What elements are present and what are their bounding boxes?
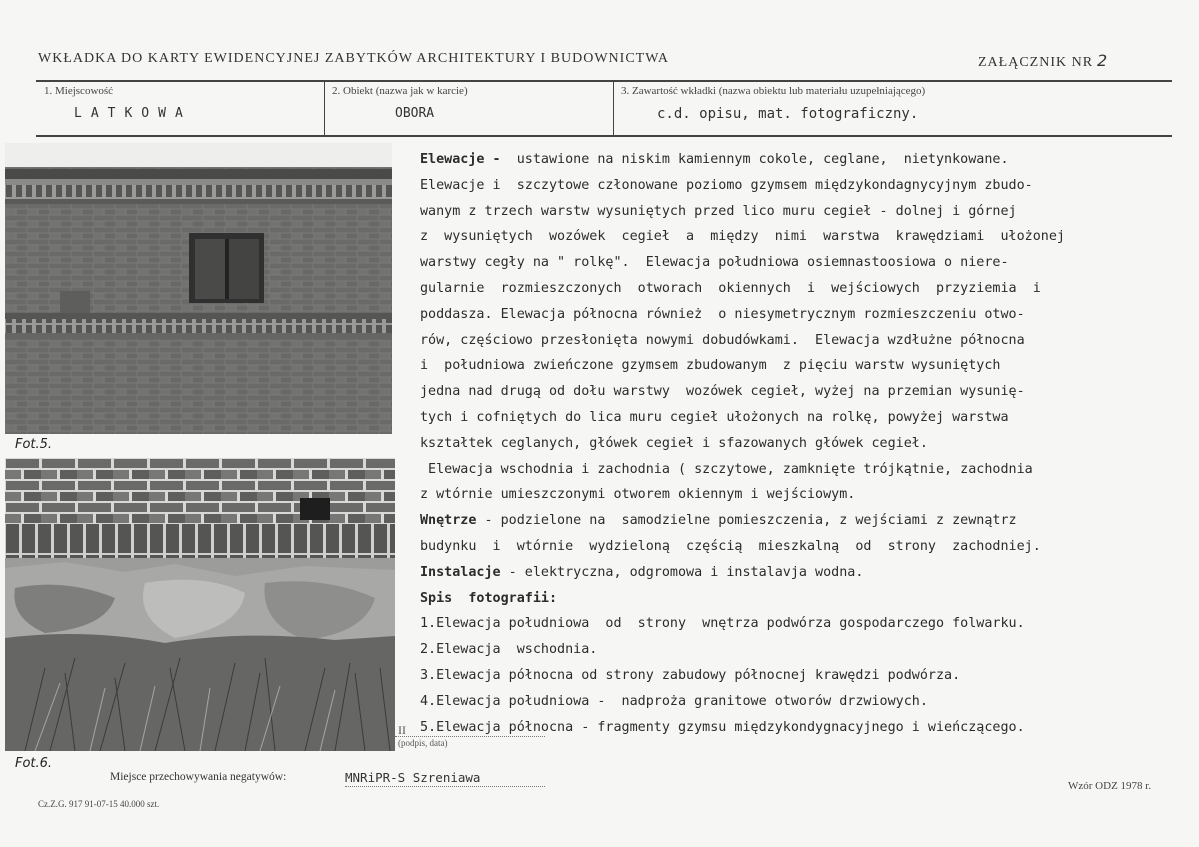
description-line — [420, 147, 1190, 173]
negatives-label: Miejsce przechowywania negatywów: — [110, 771, 287, 783]
form-model: Wzór ODZ 1978 r. — [1068, 780, 1152, 792]
print-info: Cz.Z.G. 917 91-07-15 40.000 szt. — [38, 799, 160, 809]
description-text-run: 4.Elewacja południowa - nadproża granitowe otworów drzwiowych. — [420, 693, 928, 709]
description-line — [420, 534, 1190, 560]
description-line — [420, 482, 1190, 508]
photo-6-stone-foundation — [5, 458, 395, 751]
description-text-run: 5.Elewacja północna - fragmenty gzymsu międzykondygnacyjnego i wieńczącego. — [420, 719, 1025, 735]
place-label: 1. Miejscowość — [44, 85, 114, 97]
description-text-run: Elewacja wschodnia i zachodnia ( szczytowe, zamknięte trójkątnie, zachodnia — [420, 461, 1033, 477]
signature-label: (podpis, data) — [398, 738, 448, 748]
description-line — [420, 689, 1190, 715]
description-text-run: ustawione na niskim kamiennym cokole, ceglane, nietynkowane. — [500, 152, 1009, 167]
description-text-run: kształtek ceglanych, główek cegieł i sfazowanych główek cegieł. — [420, 435, 928, 451]
field-divider-2 — [613, 81, 614, 136]
description-text-run: z wtórnie umieszczonymi otworem okiennym i wejściowym. — [420, 487, 856, 503]
place-value: LATKOWA — [74, 106, 192, 121]
description-line — [420, 431, 1190, 457]
header-bottom-rule — [36, 135, 1172, 137]
description-text-run: budynku i wtórnie wydzieloną częścią mieszkalną od strony zachodniej. — [420, 538, 1041, 554]
description-text-run: rów, częściowo przesłonięta nowymi dobudówkami. Elewacja wzdłużne północna — [420, 332, 1025, 348]
negatives-line — [345, 786, 545, 787]
description-heading: Instalacje — [420, 564, 501, 580]
description-line — [420, 302, 1190, 328]
description-heading: Elewacje - — [420, 152, 501, 167]
description-line — [420, 405, 1190, 431]
description-line — [420, 379, 1190, 405]
description-text-run: jedna nad drugą od dołu warstwy wozówek cegieł, wyżej na przemian wysunię- — [420, 384, 1025, 400]
description-text — [420, 147, 1190, 740]
form-title: WKŁADKA DO KARTY EWIDENCYJNEJ ZABYTKÓW ARCHITEKTURY I BUDOWNICTWA — [38, 51, 669, 66]
field-divider-1 — [324, 81, 325, 136]
description-line — [420, 637, 1190, 663]
description-text-run: warstwy cegły na " rolkę". Elewacja południowa osiemnastoosiowa o niere- — [420, 255, 1009, 271]
description-heading: Spis fotografii: — [420, 590, 558, 606]
description-text-run: 3.Elewacja północna od strony zabudowy północnej krawędzi podwórza. — [420, 667, 961, 683]
annex-label: ZAŁĄCZNIK NR — [978, 55, 1094, 70]
description-text-run: poddasza. Elewacja północna również o niesymetrycznym rozmieszczeniu otwo- — [420, 306, 1025, 322]
description-line — [420, 224, 1190, 250]
photo-5-brick-wall — [5, 143, 392, 434]
negatives-value: MNRiPR-S Szreniawa — [345, 770, 481, 785]
signature-line — [395, 736, 545, 737]
object-value: OBORA — [395, 106, 435, 121]
description-text-run: - podzielone na samodzielne pomieszczenia, z wejściami z zewnątrz — [476, 513, 1017, 529]
content-value: c.d. opisu, mat. fotograficzny. — [657, 106, 919, 122]
description-text-run: wanym z trzech warstw wysuniętych przed lico muru cegieł - dolnej i górnej — [420, 203, 1017, 219]
description-line — [420, 353, 1190, 379]
description-line — [420, 586, 1190, 612]
annex-number — [978, 51, 1108, 71]
description-line — [420, 560, 1190, 586]
description-line — [420, 508, 1190, 534]
photo-6-caption: Fot.6. — [15, 756, 53, 771]
description-text-run: Elewacje i szczytowe członowane poziomo gzymsem międzykondagnycyjnym zbudo- — [420, 177, 1033, 193]
description-line — [420, 276, 1190, 302]
description-heading: Wnętrze — [420, 513, 477, 529]
description-line — [420, 457, 1190, 483]
description-text-run: gularnie rozmieszczonych otworach okiennych i wejściowych przyziemia i — [420, 280, 1041, 296]
signature-mark: II — [398, 723, 406, 737]
description-line — [420, 250, 1190, 276]
description-line — [420, 328, 1190, 354]
description-line — [420, 663, 1190, 689]
header-top-rule — [36, 80, 1172, 82]
annex-number-value: 2 — [1097, 51, 1109, 70]
object-label: 2. Obiekt (nazwa jak w karcie) — [332, 85, 468, 97]
description-line — [420, 173, 1190, 199]
description-text-run: z wysuniętych wozówek cegieł a między nimi warstwa krawędziami ułożonej — [420, 229, 1065, 245]
photo-5-caption: Fot.5. — [15, 437, 53, 452]
description-text-run: i południowa zwieńczone gzymsem zbudowanym z pięciu warstw wysuniętych — [420, 358, 1001, 374]
description-text-run: 1.Elewacja południowa od strony wnętrza podwórza gospodarczego folwarku. — [420, 616, 1025, 632]
description-text-run: 2.Elewacja wschodnia. — [420, 642, 598, 658]
description-text-run: tych i cofniętych do lica muru cegieł ułożonych na rolkę, powyżej warstwa — [420, 409, 1009, 425]
description-line — [420, 611, 1190, 637]
content-label: 3. Zawartość wkładki (nazwa obiektu lub materiału uzupełniającego) — [621, 85, 926, 97]
description-text-run: - elektryczna, odgromowa i instalavja wodna. — [500, 564, 864, 580]
description-line — [420, 199, 1190, 225]
